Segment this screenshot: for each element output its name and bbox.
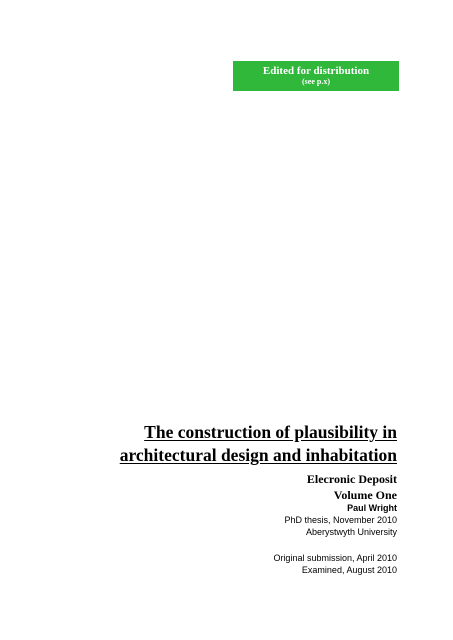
thesis-title-line-2: architectural design and inhabitation [119, 445, 397, 465]
thesis-title-block [120, 421, 397, 503]
badge-subtitle: (see p.x) [302, 77, 330, 86]
badge-title: Edited for distribution [262, 65, 370, 77]
original-submission-date: Original submission, April 2010 [273, 553, 397, 563]
distribution-badge [233, 61, 399, 91]
author-info-block [273, 502, 397, 576]
volume-label: Volume One [333, 488, 397, 502]
thesis-date: PhD thesis, November 2010 [284, 515, 397, 525]
examined-date: Examined, August 2010 [301, 565, 397, 575]
author-name: Paul Wright [347, 503, 397, 513]
thesis-title-line-1: The construction of plausibility in [144, 422, 397, 442]
university-name: Aberystwyth University [305, 527, 397, 537]
deposit-label: Elecronic Deposit [306, 472, 397, 486]
